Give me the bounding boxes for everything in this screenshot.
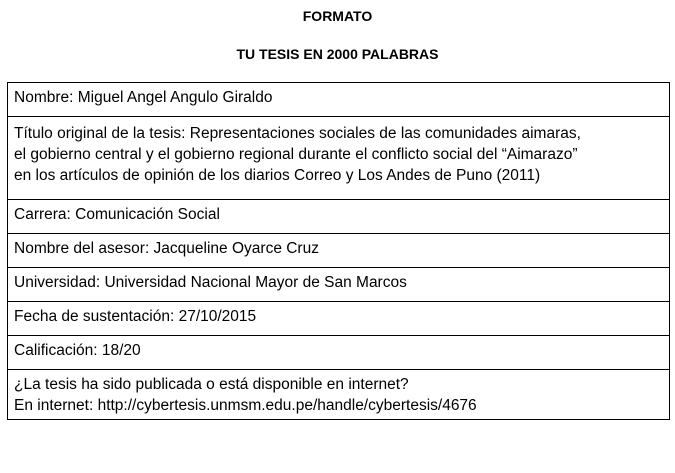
table-row — [8, 336, 670, 370]
publication-cell — [8, 370, 670, 420]
publication-url: En internet: http://cybertesis.unmsm.edu.pe/handle/cybertesis/4676 — [14, 397, 477, 414]
table-row — [8, 268, 670, 302]
table-row — [8, 83, 670, 117]
table-row — [8, 234, 670, 268]
publication-question: ¿La tesis ha sido publicada o está disponible en internet? — [14, 376, 409, 393]
grade-cell: Calificación: 18/20 — [8, 336, 670, 370]
document-title: FORMATO — [302, 8, 373, 24]
career-cell: Carrera: Comunicación Social — [8, 200, 670, 234]
thesis-title-line: el gobierno central y el gobierno regional durante el conflicto social del “Aimarazo” — [14, 146, 578, 163]
author-name-cell: Nombre: Miguel Angel Angulo Giraldo — [8, 83, 670, 117]
table-row — [8, 370, 670, 420]
advisor-cell: Nombre del asesor: Jacqueline Oyarce Cruz — [8, 234, 670, 268]
table-row — [8, 117, 670, 200]
thesis-info-table — [7, 82, 670, 420]
thesis-title-line: Título original de la tesis: Representaciones sociales de las comunidades aimaras, — [14, 125, 581, 142]
table-row — [8, 302, 670, 336]
document-subtitle: TU TESIS EN 2000 PALABRAS — [236, 46, 439, 62]
table-row — [8, 200, 670, 234]
thesis-title-cell — [8, 117, 670, 200]
university-cell: Universidad: Universidad Nacional Mayor de San Marcos — [8, 268, 670, 302]
defense-date-cell: Fecha de sustentación: 27/10/2015 — [8, 302, 670, 336]
thesis-title-line: en los artículos de opinión de los diarios Correo y Los Andes de Puno (2011) — [14, 167, 541, 184]
